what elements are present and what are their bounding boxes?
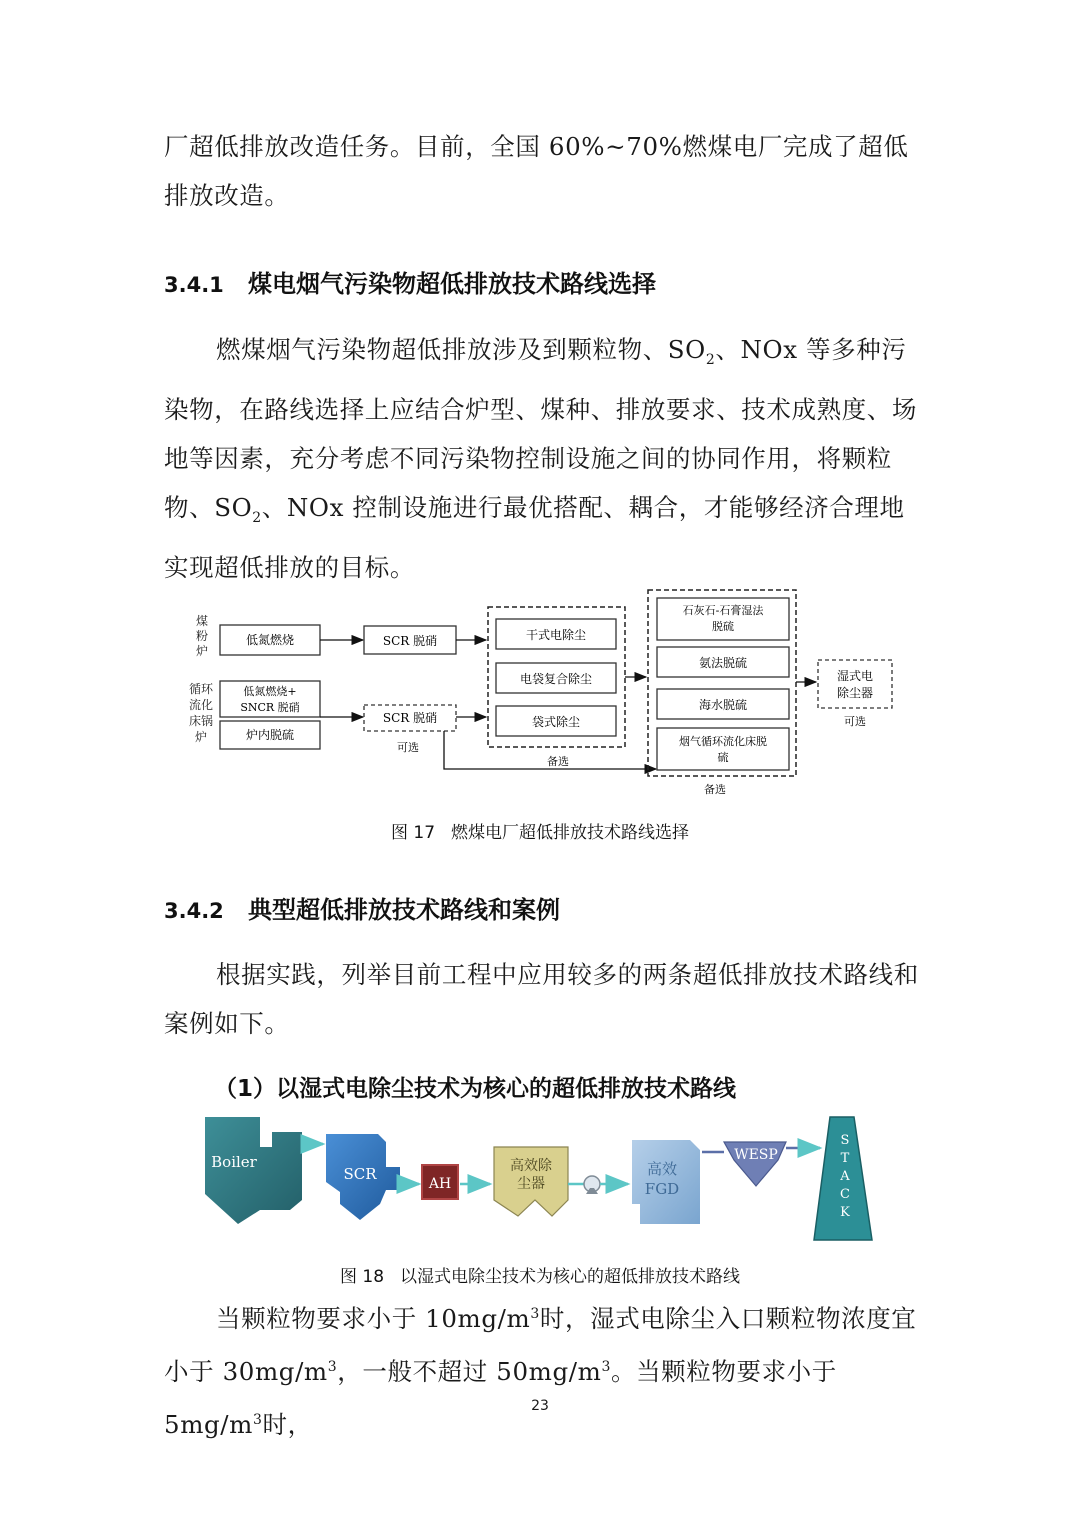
svg-text:T: T bbox=[840, 1151, 850, 1166]
boiler-label-pc bbox=[196, 613, 208, 658]
figure-18-route-diagram bbox=[200, 1112, 890, 1247]
para-text: 当颗粒物要求小于 10mg/m bbox=[216, 1304, 531, 1334]
svg-text:循环: 循环 bbox=[188, 682, 214, 696]
boiler-label-cfb bbox=[189, 682, 214, 744]
box-cfb-fgd-1: 烟气循环流化床脱 bbox=[679, 735, 767, 748]
box-seawater: 海水脱硫 bbox=[698, 698, 748, 712]
label-optional-2: 可选 bbox=[844, 715, 866, 728]
svg-text:粉: 粉 bbox=[195, 629, 209, 643]
fgd-label-1: 高效 bbox=[646, 1160, 678, 1178]
svg-text:K: K bbox=[840, 1205, 850, 1220]
box-ammonia: 氨法脱硫 bbox=[698, 656, 748, 670]
dust-label-1: 高效除 bbox=[510, 1158, 552, 1174]
svg-text:A: A bbox=[840, 1169, 850, 1184]
box-low-nox: 低氮燃烧 bbox=[245, 633, 295, 647]
para-text: 燃煤烟气污染物超低排放涉及到颗粒物、SO bbox=[216, 335, 706, 364]
box-wesp-1: 湿式电 bbox=[836, 669, 874, 683]
caption-number: 图 18 bbox=[339, 1267, 385, 1287]
label-optional-1: 可选 bbox=[397, 741, 419, 754]
dust-label-2: 尘器 bbox=[517, 1176, 545, 1192]
svg-text:炉: 炉 bbox=[194, 730, 208, 744]
box-cfb-fgd-2: 硫 bbox=[717, 751, 729, 764]
page-number: 23 bbox=[531, 1398, 549, 1414]
section-heading-341 bbox=[164, 264, 656, 299]
svg-text:C: C bbox=[840, 1187, 850, 1202]
paragraph-route-selection bbox=[164, 325, 920, 592]
box-scr-2: SCR 脱硝 bbox=[382, 711, 438, 725]
box-esp-bag: 电袋复合除尘 bbox=[519, 672, 593, 686]
box-dry-esp: 干式电除尘 bbox=[525, 628, 587, 642]
box-low-nox-sncr-2: SNCR 脱硝 bbox=[240, 701, 300, 714]
superscript: 3 bbox=[601, 1359, 611, 1376]
figure-17-caption bbox=[0, 818, 1080, 843]
svg-text:床锅: 床锅 bbox=[188, 714, 214, 728]
scr-label: SCR bbox=[343, 1165, 377, 1183]
box-scr-1: SCR 脱硝 bbox=[382, 634, 438, 648]
paragraph-particulate-limits bbox=[164, 1290, 920, 1449]
wesp-label: WESP bbox=[734, 1147, 778, 1163]
intro-paragraph: 厂超低排放改造任务。目前，全国 60%~70%燃煤电厂完成了超低排放改造。 bbox=[164, 132, 909, 210]
stack-label bbox=[839, 1133, 850, 1220]
route-1-heading: （1）以湿式电除尘技术为核心的超低排放技术路线 bbox=[214, 1076, 737, 1102]
para-text: 、NOx 等多种污染物，在路线选择上应结合炉型、煤种、排放要求、技术成熟度、场地等因素，充分考虑不同污染物控制设施之间的协同作用，将颗粒物、SO bbox=[164, 335, 917, 522]
para-text: 时， bbox=[262, 1410, 313, 1440]
para-text: 。当颗粒物要求小于 5mg/m bbox=[164, 1357, 837, 1440]
label-desulf-alt: 备选 bbox=[704, 783, 726, 796]
subscript: 2 bbox=[252, 509, 262, 526]
box-low-nox-sncr-1: 低氮燃烧+ bbox=[243, 685, 297, 698]
section-number: 3.4.2 bbox=[164, 899, 224, 923]
superscript: 3 bbox=[253, 1412, 263, 1429]
figure-18-caption bbox=[0, 1262, 1080, 1287]
boiler-label: Boiler bbox=[211, 1153, 257, 1171]
ah-label: AH bbox=[428, 1176, 452, 1192]
box-furnace-desulf: 炉内脱硫 bbox=[245, 728, 295, 742]
caption-text: 燃煤电厂超低排放技术路线选择 bbox=[451, 823, 690, 843]
box-bag-filter: 袋式除尘 bbox=[531, 715, 581, 729]
section-number: 3.4.1 bbox=[164, 273, 224, 297]
superscript: 3 bbox=[530, 1306, 540, 1322]
para-text: 时，湿式电除尘入口颗粒物浓度宜小于 30mg/m bbox=[164, 1304, 917, 1387]
caption-text: 以湿式电除尘技术为核心的超低排放技术路线 bbox=[400, 1267, 741, 1287]
box-limestone-2: 脱硫 bbox=[712, 620, 734, 633]
box-wesp-2: 除尘器 bbox=[836, 686, 874, 700]
section-title: 煤电烟气污染物超低排放技术路线选择 bbox=[248, 270, 656, 298]
label-dust-alt: 备选 bbox=[547, 755, 569, 768]
superscript: 3 bbox=[327, 1359, 338, 1376]
svg-text:炉: 炉 bbox=[195, 644, 209, 658]
figure-17-flowchart bbox=[180, 585, 910, 800]
subscript: 2 bbox=[705, 351, 716, 368]
svg-text:煤: 煤 bbox=[195, 614, 209, 628]
box-limestone-1: 石灰石-石膏湿法 bbox=[682, 604, 764, 617]
svg-text:流化: 流化 bbox=[188, 698, 214, 712]
para-text: ，一般不超过 50mg/m bbox=[337, 1357, 602, 1387]
section-heading-342 bbox=[164, 890, 560, 925]
para-text: 、NOx 控制设施进行最优搭配、耦合，才能够经济合理地实现超低排放的目标。 bbox=[164, 492, 905, 582]
caption-number: 图 17 bbox=[390, 823, 436, 843]
section-title: 典型超低排放技术路线和案例 bbox=[248, 896, 560, 924]
paragraph-cases-intro: 根据实践，列举目前工程中应用较多的两条超低排放技术路线和案例如下。 bbox=[164, 960, 919, 1038]
fgd-label-2: FGD bbox=[644, 1180, 680, 1198]
svg-text:S: S bbox=[840, 1133, 850, 1148]
